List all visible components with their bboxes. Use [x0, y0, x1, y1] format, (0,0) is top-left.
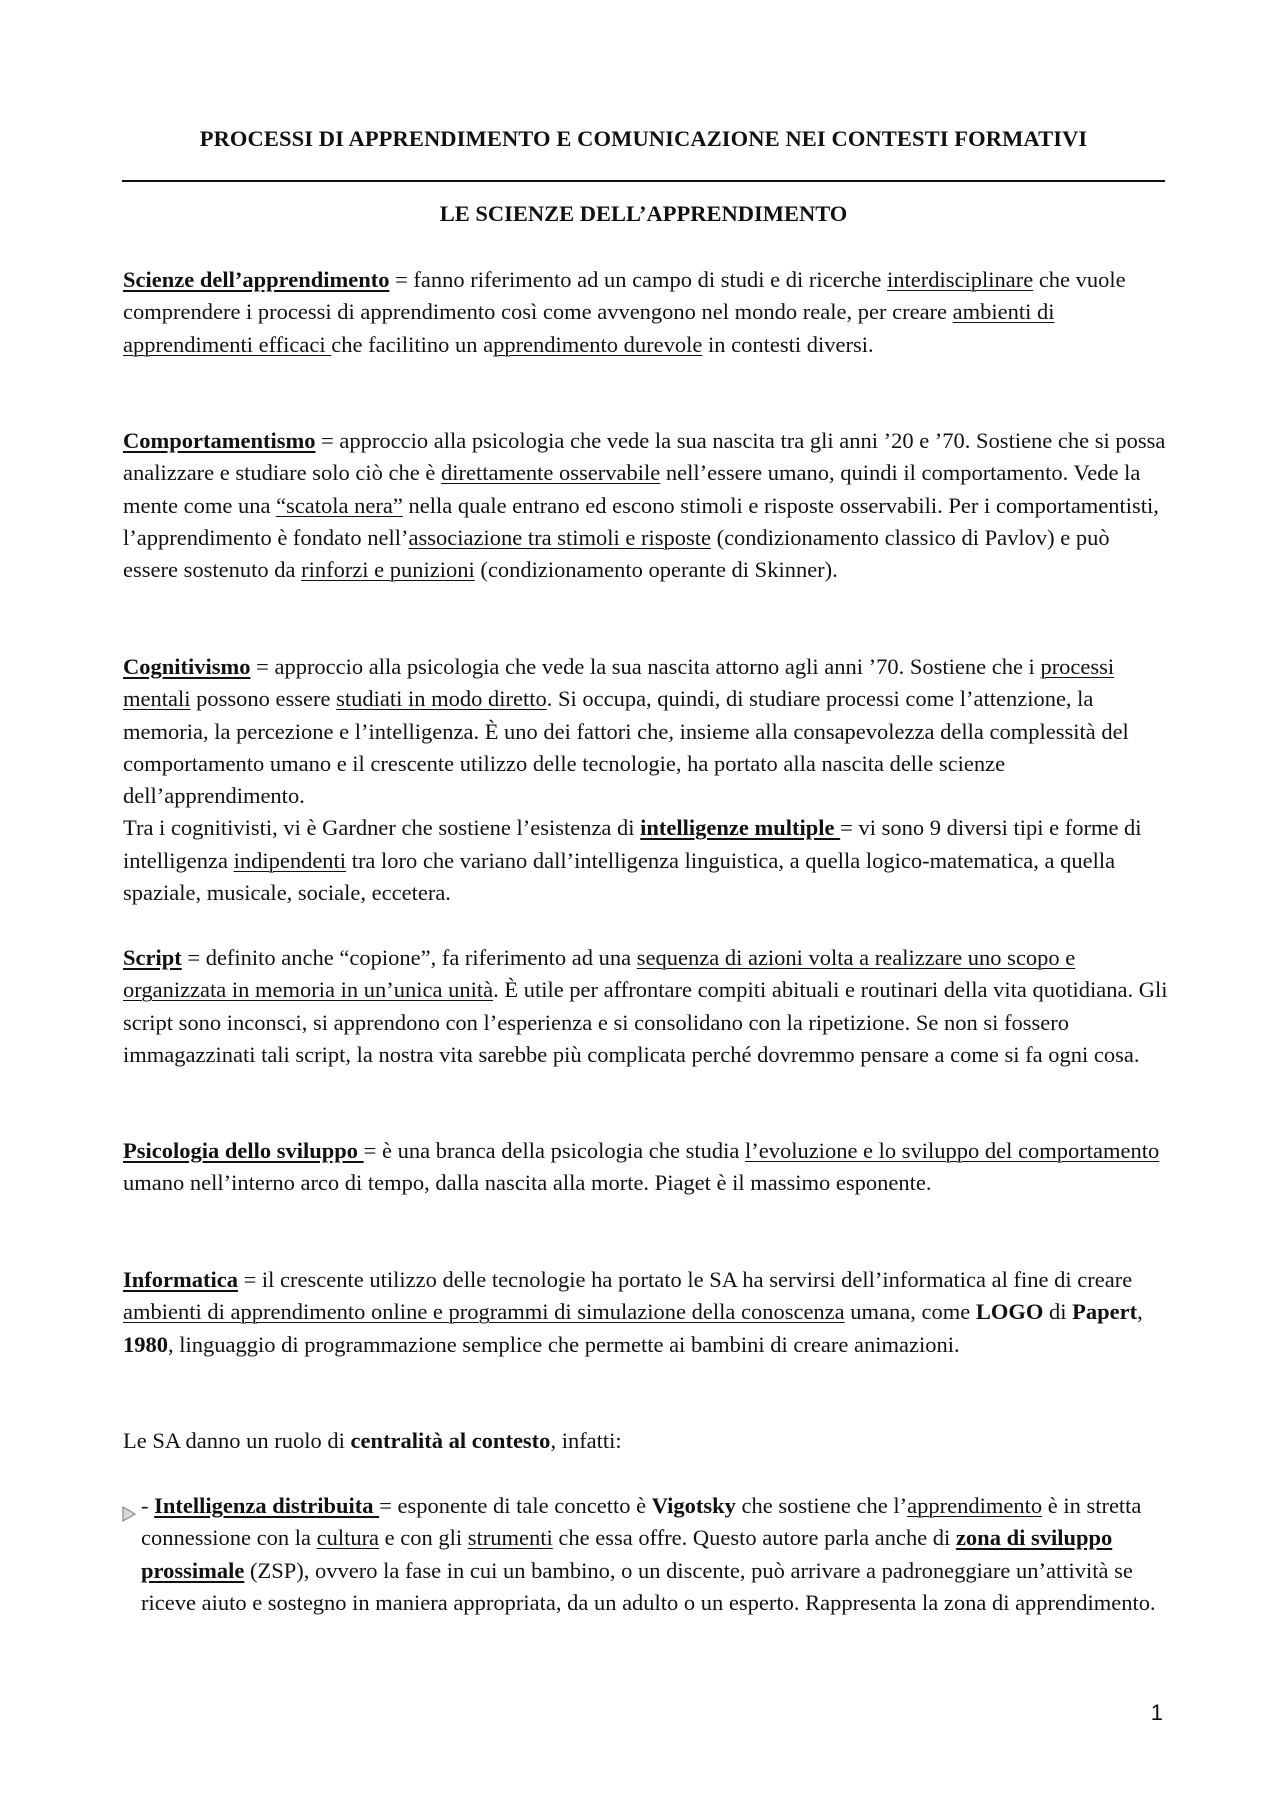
term-informatica: Informatica: [123, 1267, 238, 1292]
text-run: umano nell’interno arco di tempo, dalla nascita alla morte. Piaget è il massimo esponente.: [123, 1170, 932, 1196]
text-run: è in stretta connessione con la: [141, 1493, 1142, 1551]
underlined-text: strumenti: [467, 1525, 553, 1551]
underlined-text: ambienti di apprendimento online e programmi di simulazione della conoscenza: [123, 1299, 845, 1325]
underlined-text: pprendimento durevole: [493, 331, 703, 357]
term-psicologia-sviluppo: Psicologia dello sviluppo: [123, 1138, 364, 1163]
bold-text: Vigotsky: [651, 1493, 736, 1518]
text-run: che vuole comprendere i processi di apprendimento così come avvengono nel mondo reale, per creare: [123, 267, 1126, 325]
paragraph-script: [123, 942, 1168, 1071]
paragraph-psicologia-sviluppo: [123, 1135, 1168, 1200]
term-comportamentismo: Comportamentismo: [123, 428, 316, 453]
text-run: e con gli: [379, 1525, 468, 1551]
text-run: = esponente di tale concetto è: [379, 1493, 652, 1518]
title-divider: [122, 180, 1165, 182]
term-scienze-apprendimento: Scienze dell’apprendimento: [123, 267, 390, 292]
text-run: Tra i cognitivisti, vi è Gardner che sostiene l’esistenza di: [123, 815, 641, 841]
paragraph-centralita-contesto: [123, 1425, 1168, 1457]
text-run: tra loro che variano dall’intelligenza linguistica, a quella logico-matematica, a quella spaziale, musicale, sociale, eccetera.: [123, 847, 1116, 906]
term-script: Script: [123, 945, 182, 970]
underlined-text: interdisciplinare: [886, 267, 1034, 292]
document-title: PROCESSI DI APPRENDIMENTO E COMUNICAZIONE NEI CONTESTI FORMATIVI: [199, 126, 1088, 151]
text-run: (condizionamento classico di Pavlov) e può essere sostenuto da: [123, 524, 1110, 583]
section-title: LE SCIENZE DELL’APPRENDIMENTO: [439, 201, 848, 226]
text-run: = fanno riferimento ad un campo di studi e di ricerche: [389, 267, 887, 292]
underlined-text: sequenza di azioni volta a realizzare uno scopo e organizzata in memoria in un’unica unità: [123, 945, 1076, 1003]
paragraph-comportamentismo: [123, 425, 1168, 586]
text-run: Le SA danno un ruolo di: [123, 1428, 351, 1453]
text-run: = il crescente utilizzo delle tecnologie ha portato le SA ha servirsi dell’informatica al fine di creare: [237, 1267, 1133, 1292]
underlined-text: indipendenti: [233, 847, 347, 873]
term-intelligenza-distribuita: Intelligenza distribuita: [154, 1493, 380, 1518]
text-run: umana, come: [844, 1299, 976, 1325]
page-number: 1: [1150, 1700, 1163, 1725]
underlined-text: studiati in modo diretto: [336, 686, 547, 712]
text-run: nell’essere umano, quindi il comportamento. Vede la mente come una: [123, 460, 1141, 518]
bold-text: 1980: [123, 1331, 168, 1357]
text-run: = definito anche “copione”, fa riferimento ad una: [181, 945, 637, 970]
term-intelligenze-multiple: intelligenze multiple: [640, 815, 841, 841]
text-run: nella quale entrano ed escono stimoli e risposte osservabili. Per i comportamentisti, l’apprendimento è fondato nell’: [123, 492, 1159, 550]
bullet-dash: -: [141, 1493, 155, 1518]
triangle-bullet-icon: [120, 1505, 138, 1523]
underlined-text: ambienti di apprendimenti efficaci: [123, 299, 1055, 357]
paragraph-scienze-apprendimento: [123, 264, 1168, 361]
text-run: = è una branca della psicologia che studia: [363, 1138, 745, 1163]
text-run: che sostiene che l’: [735, 1493, 908, 1518]
term-zona-sviluppo-prossimale: zona di sviluppo prossimale: [141, 1525, 1113, 1583]
text-run: ,: [1137, 1299, 1143, 1325]
underlined-text: processi mentali: [123, 654, 1115, 712]
underlined-text: “scatola nera”: [276, 492, 403, 518]
text-run: di: [1043, 1299, 1073, 1325]
underlined-text: l’evoluzione e lo sviluppo del comportamento: [744, 1138, 1160, 1163]
text-run: = approccio alla psicologia che vede la sua nascita attorno agli anni ’70. Sostiene che i: [250, 654, 1041, 679]
bold-text: LOGO: [975, 1299, 1044, 1325]
text-run: che facilitino un a: [331, 331, 494, 357]
text-run: , linguaggio di programmazione semplice che permette ai bambini di creare animazioni.: [168, 1331, 960, 1357]
text-run: (condizionamento operante di Skinner).: [474, 557, 838, 583]
paragraph-informatica: [123, 1264, 1168, 1361]
text-run: (ZSP), ovvero la fase in cui un bambino, o un discente, può arrivare a padroneggiare un’attività se riceve aiuto e sostegno in maniera appropriata, da un adulto o un esperto. Rappresenta la zona di apprendimento.: [141, 1557, 1156, 1615]
text-run: . Si occupa, quindi, di studiare processi come l’attenzione, la memoria, la percezione e l’intelligenza. È uno dei fattori che, insieme alla consapevolezza della complessità del comportamento umano e il crescente utilizzo delle tecnologie, ha portato alla nascita delle scienze dell’apprendimento.: [123, 686, 1129, 809]
bold-text: Papert: [1072, 1299, 1138, 1325]
paragraph-cognitivismo: [123, 651, 1168, 909]
bullet-intelligenza-distribuita: [141, 1490, 1168, 1619]
text-run: . È utile per affrontare compiti abituali e routinari della vita quotidiana. Gli script sono inconsci, si apprendono con l’esperienza e si consolidano con la ripetizione. Se non si fossero immagazzinati tali script, la nostra vita sarebbe più complicata perché dovremmo pensare a come si fa ogni cosa.: [123, 977, 1168, 1067]
underlined-text: associazione tra stimoli e risposte: [408, 524, 711, 550]
term-cognitivismo: Cognitivismo: [123, 654, 251, 679]
underlined-text: direttamente osservabile: [440, 460, 661, 486]
text-run: = vi sono 9 diversi tipi e forme di intelligenza: [123, 815, 1142, 873]
text-run: possono essere: [190, 686, 337, 712]
text-run: = approccio alla psicologia che vede la sua nascita tra gli anni ’20 e ’70. Sostiene che si possa analizzare e studiare solo ciò che è: [123, 428, 1166, 486]
bold-text: centralità al contesto: [350, 1428, 551, 1453]
text-run: in contesti diversi.: [702, 331, 874, 357]
text-run: , infatti:: [550, 1428, 622, 1453]
underlined-text: cultura: [316, 1525, 380, 1551]
underlined-text: apprendimento: [907, 1493, 1043, 1518]
underlined-text: rinforzi e punizioni: [301, 557, 475, 583]
text-run: che essa offre. Questo autore parla anche di: [552, 1525, 956, 1551]
